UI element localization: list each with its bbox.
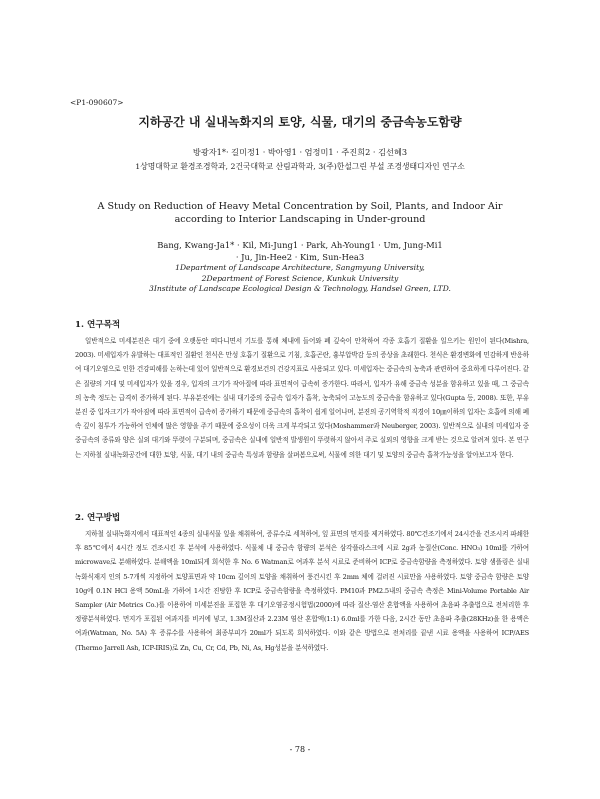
- section-2-body: 지하철 실내녹화지에서 대표적인 4종의 실내식물 잎을 채취하여, 증류수로 세척하여, 잎 표면의 먼지를 제거하였다. 80℃건조기에서 24시간을 건조시켜 파쇄한 후 85℃에서 4시간 정도 건조시킨 후 분석에 사용하였다. 식물체 내 중금속 함량의 분석은 삼각플라스크에 시료 2g과 농질산(Conc. HNO₃) 10ml를 가하여 microwave로 분해하였다. 분해액을 10ml되게 희석한 후 No. 6 Watman로 여과후 분석 시료로 준비하여 ICP로 중금속함량을 측정하였다. 토양 샘플링은 실내녹화식재지 인의 5-7개씩 지정하여 토양표면과 약 10cm 깊이의 토양을 채취하여 풍건시킨 후 2mm 체에 걸러진 시료만을 사용하였다. 토양 중금속 함량은 토양 10g에 0.1N HCl 용액 50mL을 가하여 1시간 진탕한 후 ICP로 중금속함량을 측정하였다. PM10과 PM2.5내의 중금속 측정은 Mini-Volume Portable Air Sampler (Air Metrics Co.)를 이용하여 미세분진을 포집한 후 대기오염공정시험법(2000)에 따라 질산-염산 혼합액을 사용하여 초음파 추출법으로 전처리한 후 정량분석하였다. 먼지가 포집된 여과지를 비커에 넣고, 1.3M질산과 2.23M 염산 혼합액(1:1) 6.0ml를 가한 다음, 2시간 동안 초음파 추출(28KHz)을 한 용액은 여과(Watman, No. 5A) 후 증류수를 사용하여 최종부피가 20ml가 되도록 희석하였다. 이와 같은 방법으로 전처리를 끝낸 시료 용액을 사용하여 ICP/AES (Thermo Jarrell Ash, ICP-IRIS)로 Zn, Cu, Cr, Cd, Pb, Ni, As, Hg성분을 분석하였다.: [75, 530, 529, 652]
- english-authors: [100, 239, 500, 263]
- korean-affiliations: 1상명대학교 환경조경학과, 2건국대학교 산림과학과, 3(주)한설그린 부설 조경생태디자인 연구소: [135, 162, 465, 171]
- section-2-heading: 2. 연구방법: [75, 513, 121, 523]
- english-authors-line-2: · Ju, Jin-Hee2 · Kim, Sun-Hea3: [235, 252, 365, 262]
- section-1-body: 일반적으로 미세분진은 대기 중에 오랫동안 떠다니면서 기도를 통해 체내에 들어와 폐 깊숙이 안착하여 각종 호흡기 질환을 일으키는 원인이 된다(Mishra, 2003). 미세입자가 유발하는 대표적인 질환인 천식은 만성 호흡기 질환으로 기침, 호흡곤란, 흉부압박감 등의 증상을 초래한다. 천식은 환경변화에 민감하게 반응하여 대기오염으로 인한 건강피해를 논하는데 있어 일반적으로 환경보건의 건강지표로 사용되고 있다. 미세입자는 중금속의 농축과 관련하여 중요하게 다루어진다. 같은 질량의 거대 및 미세입자가 있을 경우, 입자의 크기가 작아질에 따라 표면적이 급속히 증가한다. 따라서, 입자가 유해 중금속 성분을 함유하고 있을 때, 그 중금속의 농축 정도는 급격히 증가하게 된다. 부유분진에는 실내 대기중의 중금속 입자가 흡착, 농축되어 고농도의 중금속을 함유하고 있다(Gupta 등, 2008). 또한, 부유분진 중 입자크기가 작아짐에 따라 표면적이 급속히 증가하기 때문에 중금속의 흡착이 쉽게 일어나며, 분진의 공기역학적 직경이 10㎛이하의 입자는 호흡에 의해 폐 속 깊이 침투가 가능하여 인체에 많은 영향을 주기 때문에 중요성이 더욱 크게 부각되고 있다(Moshammer과 Neuberger, 2003). 일반적으로 실내의 미세입자 중 중금속의 종류와 양은 실외 대기와 뚜렷이 구분되며, 중금속은 실내에 일반적 발생원이 뚜렷하지 않아서 주로 실외의 영향을 크게 받는 것으로 알려져 있다. 본 연구는 지하철 실내녹화공간에 대한 토양, 식물, 대기 내의 중금속 특성과 함량을 살펴봄으로써, 식물에 의한 대기 및 토양의 중금속 흡착가능성을 알아보고자 한다.: [75, 337, 529, 459]
- section-1-heading: 1. 연구목적: [75, 320, 121, 330]
- page-number: - 78 -: [289, 745, 311, 754]
- paper-code: <P1-090607>: [70, 98, 124, 107]
- english-affiliations: [90, 263, 510, 295]
- affiliation-3: 3Institute of Landscape Ecological Design & Technology, Handsel Green, LTD.: [149, 284, 451, 293]
- affiliation-1: 1Department of Landscape Architecture, Sangmyung University,: [175, 263, 425, 272]
- english-title-line-2: according to Interior Landscaping in Under-ground: [174, 213, 426, 225]
- korean-authors: 방광자1*· 길미정1 · 박아영1 · 엄정미1 · 주진희2 · 김선혜3: [192, 147, 408, 157]
- affiliation-2: 2Department of Forest Science, Kunkuk University: [201, 273, 399, 283]
- english-title-line-1: A Study on Reduction of Heavy Metal Concentration by Soil, Plants, and Indoor Air: [97, 201, 503, 212]
- english-title: [80, 201, 520, 226]
- korean-title: 지하공간 내 실내녹화지의 토양, 식물, 대기의 중금속농도함량: [138, 115, 462, 129]
- english-authors-line-1: Bang, Kwang-Ja1* · Kil, Mi-Jung1 · Park, Ah-Young1 · Um, Jung-Mi1: [157, 240, 443, 250]
